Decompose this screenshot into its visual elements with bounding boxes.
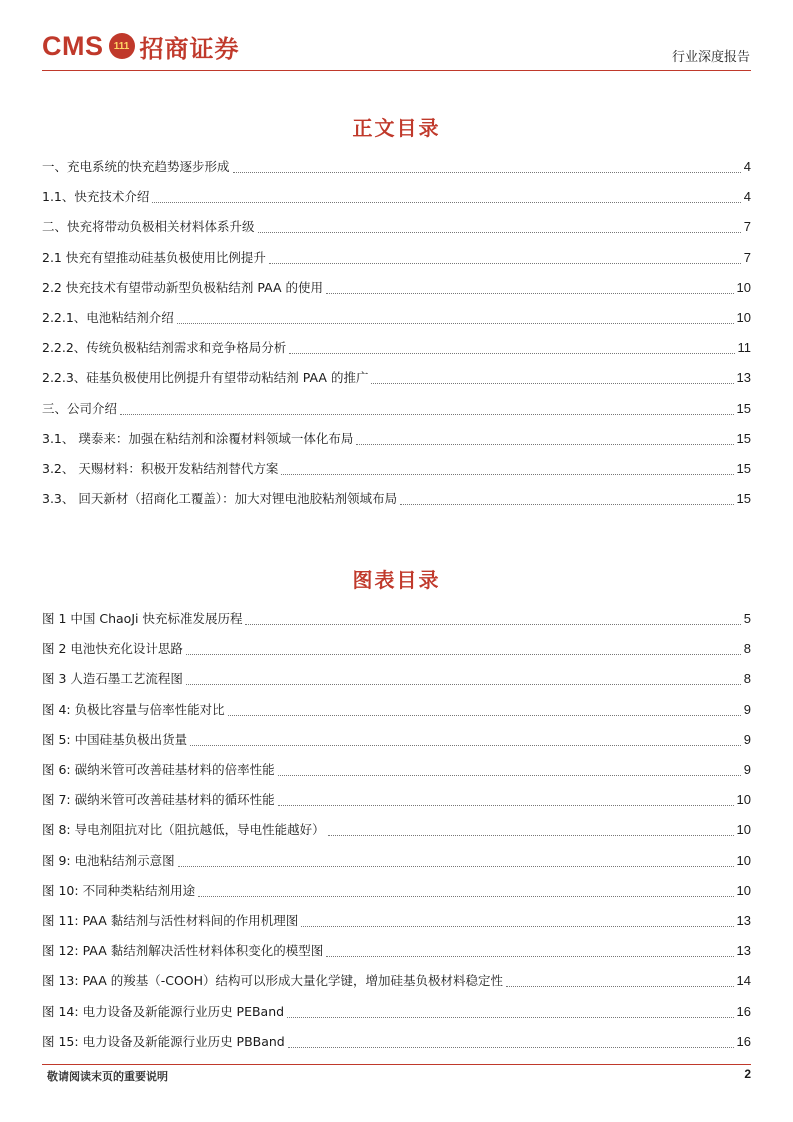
toc-entry-page: 9 [743,701,751,717]
toc-entry[interactable] [42,911,751,931]
toc-main-title: 正文目录 [352,116,441,140]
toc-leader-dots [120,413,734,415]
logo-emblem-icon: 111 [109,33,135,59]
toc-entry[interactable] [42,157,751,177]
toc-entry[interactable] [42,399,751,419]
toc-leader-dots [190,744,741,746]
footer-divider [42,1064,751,1065]
toc-entry-label: 图 8: 导电剂阻抗对比（阻抗越低，导电性能越好） [42,822,325,838]
toc-entry[interactable] [42,489,751,509]
toc-entry-label: 一、充电系统的快充趋势逐步形成 [42,159,230,174]
toc-entry-page: 16 [736,1033,751,1049]
report-type-label: 行业深度报告 [671,50,750,65]
toc-entry-label: 1.1、快充技术介绍 [42,189,150,205]
toc-leader-dots [301,925,733,927]
toc-entry-label: 图 12: PAA 黏结剂解决活性材料体积变化的模型图 [42,943,324,959]
toc-entry-label: 图 1 中国 ChaoJi 快充标准发展历程 [42,611,243,626]
toc-entry[interactable] [42,368,751,388]
toc-leader-dots [506,985,733,987]
toc-entry[interactable] [42,851,751,871]
toc-entry-page: 7 [743,219,751,235]
toc-entry-page: 15 [736,430,751,446]
toc-entry-page: 15 [736,491,751,507]
toc-entry-page: 8 [743,671,751,687]
toc-entry-label: 图 4: 负极比容量与倍率性能对比 [42,701,225,717]
toc-entry-page: 14 [736,973,751,989]
toc-entry-label: 二、快充将带动负极相关材料体系升级 [42,219,255,235]
toc-entry-page: 4 [743,189,751,205]
toc-leader-dots [269,262,741,264]
toc-entry[interactable] [42,609,751,629]
toc-entry[interactable] [42,790,751,810]
toc-entry[interactable] [42,820,751,840]
toc-entry[interactable] [42,760,751,780]
toc-entry-page: 13 [736,943,751,959]
toc-entry-label: 2.2.2、传统负极粘结剂需求和竞争格局分析 [42,340,287,356]
toc-entry-page: 15 [736,400,751,416]
toc-entry[interactable] [42,429,751,449]
toc-entry[interactable] [42,730,751,750]
toc-figures-title: 图表目录 [352,568,441,592]
toc-entry[interactable] [42,187,751,207]
toc-entry[interactable] [42,669,751,689]
toc-entry-label: 图 11: PAA 黏结剂与活性材料间的作用机理图 [42,913,299,928]
toc-entry-label: 图 9: 电池粘结剂示意图 [42,852,175,868]
toc-leader-dots [186,683,741,685]
toc-leader-dots [186,653,741,655]
toc-entry-label: 图 15: 电力设备及新能源行业历史 PBBand [42,1033,285,1049]
toc-entry[interactable] [42,700,751,720]
logo-cms-text: CMS [42,30,104,61]
toc-entry-label: 2.2 快充技术有望带动新型负极粘结剂 PAA 的使用 [42,279,323,295]
toc-entry-label: 三、公司介绍 [42,400,118,416]
toc-entry-label: 图 2 电池快充化设计思路 [42,641,183,657]
toc-entry-page: 16 [736,1003,751,1019]
toc-leader-dots [178,865,734,867]
toc-entry-page: 11 [737,340,751,356]
toc-entry-label: 图 6: 碳纳米管可改善硅基材料的倍率性能 [42,762,275,777]
toc-entry[interactable] [42,217,751,237]
toc-leader-dots [289,352,734,354]
toc-entry[interactable] [42,248,751,268]
toc-entry-page: 10 [736,279,751,295]
toc-entry[interactable] [42,881,751,901]
toc-entry-page: 10 [736,852,751,868]
toc-leader-dots [152,201,740,203]
toc-entry-page: 5 [743,611,751,626]
toc-entry-label: 3.1、 璞泰来：加强在粘结剂和涂覆材料领域一体化布局 [42,430,354,446]
toc-entry-label: 2.2.1、电池粘结剂介绍 [42,310,174,325]
toc-entry-page: 13 [736,913,751,928]
toc-entry-page: 9 [743,731,751,747]
page-header [0,0,793,72]
toc-entry-label: 3.2、 天赐材料：积极开发粘结剂替代方案 [42,461,279,476]
toc-entry-label: 图 5: 中国硅基负极出货量 [42,731,188,747]
toc-entry-label: 图 7: 碳纳米管可改善硅基材料的循环性能 [42,792,275,808]
toc-entry-page: 10 [736,882,751,898]
footer-page-number: 2 [744,1067,751,1081]
toc-entry-page: 13 [736,370,751,386]
cms-logo [42,28,240,64]
toc-entry-page: 10 [736,822,751,838]
toc-entry[interactable] [42,338,751,358]
toc-leader-dots [278,774,741,776]
toc-entry-page: 15 [736,461,751,476]
toc-leader-dots [356,443,733,445]
toc-entry-label: 图 3 人造石墨工艺流程图 [42,671,183,687]
toc-entry-label: 图 10: 不同种类粘结剂用途 [42,882,196,898]
footer-disclaimer: 敬请阅读末页的重要说明 [47,1070,168,1083]
toc-entry[interactable] [42,1032,751,1052]
toc-leader-dots [400,503,733,505]
toc-entry-label: 2.2.3、硅基负极使用比例提升有望带动粘结剂 PAA 的推广 [42,370,369,386]
toc-leader-dots [258,231,741,233]
toc-entry-label: 3.3、 回天新材（招商化工覆盖）：加大对锂电池胶粘剂领域布局 [42,491,398,507]
toc-entry[interactable] [42,1002,751,1022]
toc-entry[interactable] [42,971,751,991]
header-divider [42,70,751,71]
toc-entry-page: 7 [743,249,751,265]
toc-leader-dots [288,1046,734,1048]
toc-leader-dots [287,1016,733,1018]
toc-entry[interactable] [42,639,751,659]
toc-leader-dots [228,714,741,716]
toc-entry[interactable] [42,459,751,479]
toc-entry-page: 8 [743,641,751,657]
toc-leader-dots [281,473,733,475]
toc-leader-dots [326,955,733,957]
logo-chinese-text: 招商证券 [139,33,240,63]
toc-leader-dots [278,804,734,806]
toc-leader-dots [245,623,740,625]
toc-entry[interactable] [42,308,751,328]
toc-entry-label: 图 14: 电力设备及新能源行业历史 PEBand [42,1003,285,1019]
toc-leader-dots [233,171,741,173]
toc-leader-dots [326,292,734,294]
toc-leader-dots [198,895,733,897]
toc-leader-dots [371,382,733,384]
toc-entry-label: 图 13: PAA 的羧基（-COOH）结构可以形成大量化学键，增加硅基负极材料稳定性 [42,973,504,989]
toc-leader-dots [328,834,734,836]
toc-entry[interactable] [42,941,751,961]
toc-leader-dots [177,322,734,324]
toc-entry-label: 2.1 快充有望推动硅基负极使用比例提升 [42,249,266,265]
toc-entry[interactable] [42,278,751,298]
toc-entry-page: 10 [736,792,751,808]
toc-entry-page: 9 [743,762,751,777]
toc-entry-page: 4 [743,159,751,174]
toc-entry-page: 10 [736,310,751,325]
